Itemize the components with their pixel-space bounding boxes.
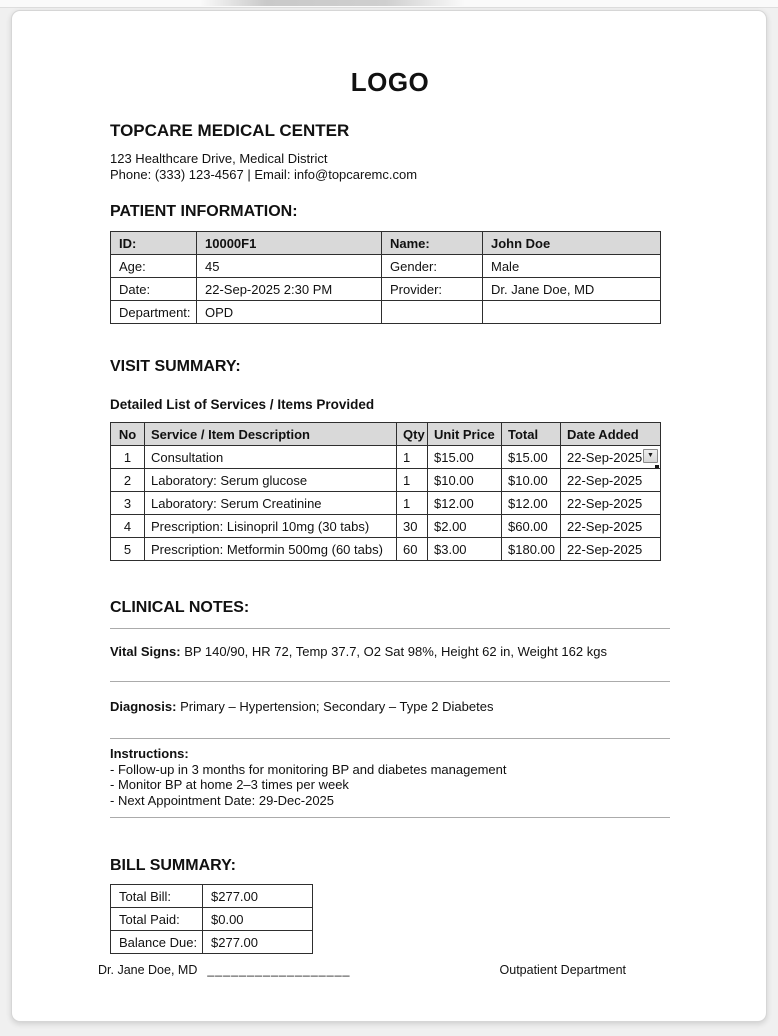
services-row bbox=[111, 492, 661, 515]
service-qty: 60 bbox=[397, 538, 428, 561]
service-unit-price: $3.00 bbox=[428, 538, 502, 561]
patient-field-label: Gender: bbox=[382, 255, 483, 278]
service-total: $12.00 bbox=[502, 492, 561, 515]
bill-row bbox=[111, 931, 313, 954]
bill-field-value: $0.00 bbox=[203, 908, 313, 931]
services-row bbox=[111, 538, 661, 561]
clinic-contact: Phone: (333) 123-4567 | Email: info@topcaremc.com bbox=[110, 167, 418, 182]
service-unit-price: $2.00 bbox=[428, 515, 502, 538]
clinic-address: 123 Healthcare Drive, Medical District bbox=[110, 151, 328, 166]
service-description: Consultation bbox=[145, 446, 397, 469]
instructions-label: Instructions: bbox=[110, 746, 189, 761]
page-footer bbox=[98, 963, 626, 977]
bill-row bbox=[111, 885, 313, 908]
service-qty: 1 bbox=[397, 469, 428, 492]
viewer-top-edge bbox=[0, 0, 778, 8]
diagnosis-line bbox=[110, 699, 670, 714]
services-column-header: Date Added bbox=[561, 423, 661, 446]
service-description: Prescription: Metformin 500mg (60 tabs) bbox=[145, 538, 397, 561]
diagnosis-label: Diagnosis: bbox=[110, 699, 177, 714]
patient-field-label bbox=[382, 301, 483, 324]
viewer-top-shadow bbox=[200, 0, 465, 6]
logo: LOGO bbox=[350, 67, 430, 97]
patient-field-value: 10000F1 bbox=[197, 232, 382, 255]
service-unit-price: $15.00 bbox=[428, 446, 502, 469]
patient-field-value: OPD bbox=[197, 301, 382, 324]
services-column-header: Service / Item Description bbox=[145, 423, 397, 446]
bill-field-label: Balance Due: bbox=[111, 931, 203, 954]
bill-summary-heading: BILL SUMMARY: bbox=[110, 857, 236, 874]
diagnosis-text: Primary – Hypertension; Secondary – Type 2 Diabetes bbox=[180, 699, 494, 714]
service-description: Laboratory: Serum Creatinine bbox=[145, 492, 397, 515]
divider bbox=[110, 681, 670, 682]
service-no: 4 bbox=[111, 515, 145, 538]
divider bbox=[110, 628, 670, 629]
document-page bbox=[11, 10, 767, 1022]
service-date-added: 22-Sep-2025 bbox=[561, 538, 661, 561]
service-date-added: 22-Sep-2025 bbox=[561, 492, 661, 515]
service-unit-price: $12.00 bbox=[428, 492, 502, 515]
instruction-item: - Follow-up in 3 months for monitoring BP and diabetes management bbox=[110, 761, 507, 777]
services-subheading: Detailed List of Services / Items Provided bbox=[110, 397, 375, 412]
visit-summary-heading: VISIT SUMMARY: bbox=[110, 358, 241, 375]
service-total: $15.00 bbox=[502, 446, 561, 469]
services-column-header: No bbox=[111, 423, 145, 446]
services-row bbox=[111, 469, 661, 492]
bill-field-label: Total Bill: bbox=[111, 885, 203, 908]
service-total: $60.00 bbox=[502, 515, 561, 538]
service-qty: 30 bbox=[397, 515, 428, 538]
instruction-item: - Next Appointment Date: 29-Dec-2025 bbox=[110, 792, 335, 808]
patient-field-label: ID: bbox=[111, 232, 197, 255]
service-date-added: 22-Sep-2025 bbox=[561, 469, 661, 492]
patient-info-row bbox=[111, 232, 661, 255]
patient-information-heading: PATIENT INFORMATION: bbox=[110, 203, 298, 220]
services-column-header: Unit Price bbox=[428, 423, 502, 446]
service-date-added: 22-Sep-2025 bbox=[561, 515, 661, 538]
department-name: Outpatient Department bbox=[499, 963, 626, 977]
services-column-header: Total bbox=[502, 423, 561, 446]
service-unit-price: $10.00 bbox=[428, 469, 502, 492]
vital-signs-text: BP 140/90, HR 72, Temp 37.7, O2 Sat 98%, Height 62 in, Weight 162 kgs bbox=[184, 644, 607, 659]
services-row bbox=[111, 515, 661, 538]
patient-info-row bbox=[111, 301, 661, 324]
patient-field-value: John Doe bbox=[483, 232, 661, 255]
physician-name: Dr. Jane Doe, MD bbox=[98, 963, 198, 977]
patient-field-label: Name: bbox=[382, 232, 483, 255]
patient-information-table bbox=[110, 231, 661, 324]
vital-signs-label: Vital Signs: bbox=[110, 644, 181, 659]
service-no: 5 bbox=[111, 538, 145, 561]
divider bbox=[110, 738, 670, 739]
signature-block bbox=[98, 963, 350, 977]
patient-field-value bbox=[483, 301, 661, 324]
service-qty: 1 bbox=[397, 446, 428, 469]
patient-field-value: Dr. Jane Doe, MD bbox=[483, 278, 661, 301]
patient-field-label: Age: bbox=[111, 255, 197, 278]
instruction-item: - Monitor BP at home 2–3 times per week bbox=[110, 777, 349, 792]
bill-field-value: $277.00 bbox=[203, 885, 313, 908]
bill-summary-table bbox=[110, 884, 313, 954]
bill-field-value: $277.00 bbox=[203, 931, 313, 954]
patient-field-value: Male bbox=[483, 255, 661, 278]
patient-field-value: 22-Sep-2025 2:30 PM bbox=[197, 278, 382, 301]
patient-field-label: Date: bbox=[111, 278, 197, 301]
patient-field-value: 45 bbox=[197, 255, 382, 278]
instructions-block bbox=[110, 746, 670, 808]
date-dropdown-button[interactable]: ▼ bbox=[643, 449, 658, 463]
vital-signs-line bbox=[110, 644, 670, 659]
services-column-header: Qty bbox=[397, 423, 428, 446]
service-description: Laboratory: Serum glucose bbox=[145, 469, 397, 492]
signature-line: __________________ bbox=[207, 963, 351, 977]
bill-row bbox=[111, 908, 313, 931]
service-description: Prescription: Lisinopril 10mg (30 tabs) bbox=[145, 515, 397, 538]
service-date-added: 22-Sep-2025 ▼ bbox=[561, 446, 661, 469]
services-table bbox=[110, 422, 661, 561]
patient-field-label: Department: bbox=[111, 301, 197, 324]
service-no: 3 bbox=[111, 492, 145, 515]
bill-field-label: Total Paid: bbox=[111, 908, 203, 931]
services-row bbox=[111, 446, 661, 469]
service-total: $10.00 bbox=[502, 469, 561, 492]
service-qty: 1 bbox=[397, 492, 428, 515]
service-total: $180.00 bbox=[502, 538, 561, 561]
divider bbox=[110, 817, 670, 818]
service-no: 2 bbox=[111, 469, 145, 492]
clinic-name: TOPCARE MEDICAL CENTER bbox=[110, 121, 350, 140]
patient-field-label: Provider: bbox=[382, 278, 483, 301]
patient-info-row bbox=[111, 255, 661, 278]
clinical-notes-heading: CLINICAL NOTES: bbox=[110, 599, 250, 616]
services-header-row bbox=[111, 423, 661, 446]
service-no: 1 bbox=[111, 446, 145, 469]
patient-info-row bbox=[111, 278, 661, 301]
